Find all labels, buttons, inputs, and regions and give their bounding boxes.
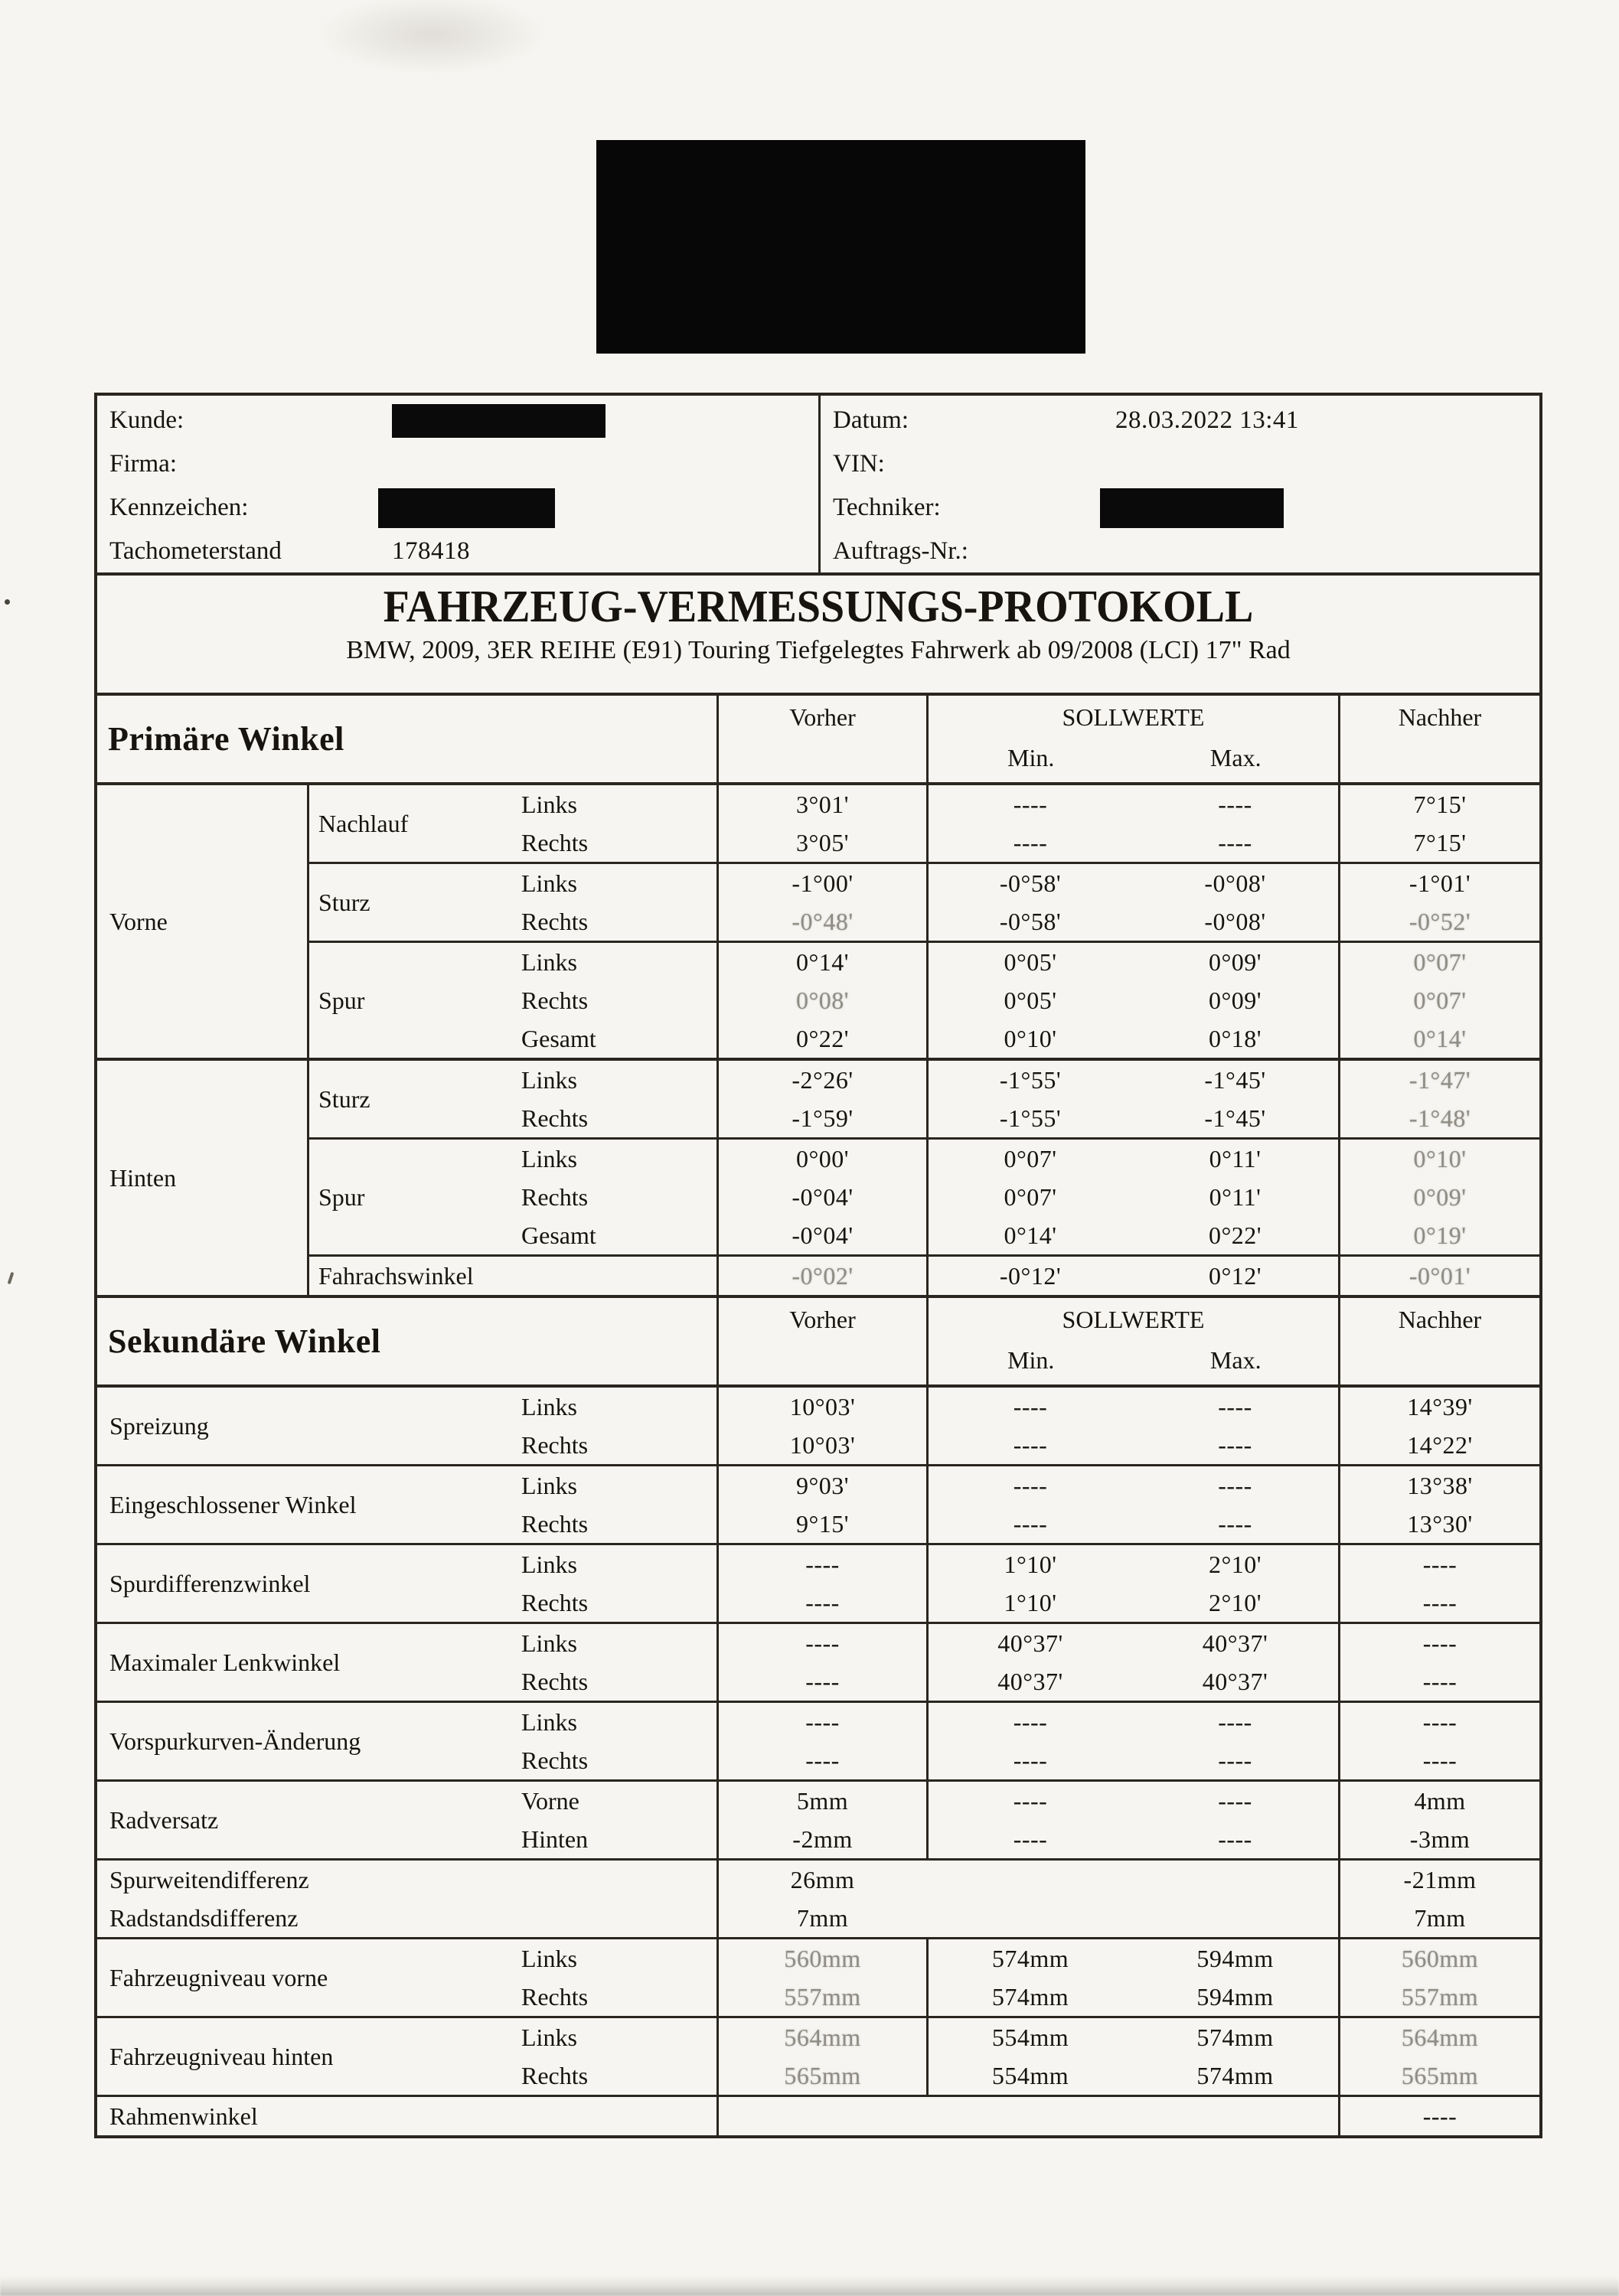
- cell-soll-max: 0°18': [1208, 1024, 1262, 1052]
- param-label: Radversatz: [109, 1805, 219, 1834]
- cell-soll-max: 574mm: [1196, 2023, 1274, 2051]
- row-side-label: Links: [521, 1629, 577, 1657]
- row-side-label: Links: [521, 1550, 577, 1578]
- cell-vorher: 9°15': [716, 1505, 926, 1543]
- title-band: [94, 576, 1542, 693]
- cell-soll-max: ----: [1218, 1825, 1252, 1853]
- cell-soll-max: -0°08': [1204, 869, 1266, 897]
- sollwerte-subheaders: [929, 744, 1338, 772]
- secondary-table-body: [97, 1388, 1539, 2135]
- cell-soll-min: 0°14': [926, 1216, 1132, 1254]
- cell-soll-min: ----: [926, 1703, 1132, 1741]
- table-row: [521, 1939, 1539, 1978]
- cell-soll-max: 0°11': [1209, 1144, 1262, 1172]
- column-header-max: Max.: [1209, 744, 1262, 771]
- cell-soll-max: 594mm: [1196, 1982, 1274, 2011]
- scan-smudge-artifact: [322, 0, 597, 115]
- cell-nachher: 0°07': [1338, 943, 1539, 981]
- row-side-label: Gesamt: [521, 1024, 596, 1052]
- cell-nachher: ----: [1338, 1703, 1539, 1741]
- primary-table-header: [97, 696, 1539, 785]
- table-row: [97, 1861, 926, 1899]
- table-row: [521, 1820, 1539, 1858]
- cell-nachher: -1°01': [1338, 864, 1539, 902]
- cell-nachher: -0°01': [1338, 1257, 1539, 1295]
- param-label: Vorspurkurven-Änderung: [109, 1727, 361, 1755]
- table-row: [521, 1216, 1539, 1254]
- param-label: Radstandsdifferenz: [109, 1903, 299, 1932]
- cell-soll-max: 0°12': [1208, 1261, 1262, 1290]
- cell-soll-min: -1°55': [926, 1061, 1132, 1099]
- param-label: Fahrachswinkel: [318, 1261, 474, 1290]
- table-row: [521, 1178, 1539, 1216]
- info-table: [94, 393, 1542, 576]
- table-row: [521, 1388, 1539, 1426]
- cell-vorher: ----: [716, 1624, 926, 1662]
- table-row: [521, 864, 1539, 902]
- cell-vorher: 0°22': [716, 1019, 926, 1058]
- cell-soll-max: ----: [1218, 828, 1252, 856]
- cell-soll-max: 0°09': [1208, 947, 1262, 976]
- cell-nachher: 14°22': [1338, 1426, 1539, 1464]
- page-title: FAHRZEUG-VERMESSUNGS-PROTOKOLL: [383, 582, 1254, 632]
- row-side-label: Rechts: [521, 1588, 589, 1616]
- info-row-auftrags-nr: [821, 530, 1539, 573]
- cell-nachher: -3mm: [1338, 1820, 1539, 1858]
- column-header-vorher: Vorher: [716, 1298, 926, 1384]
- param-label: Eingeschlossener Winkel: [109, 1490, 357, 1518]
- param-block-radversatz: [97, 1779, 1539, 1858]
- table-row: [521, 1140, 1539, 1178]
- cell-soll-max: 2°10': [1208, 1588, 1262, 1616]
- table-row: [521, 1545, 1539, 1583]
- cell-vorher: 3°05': [716, 823, 926, 862]
- cell-soll-max: -0°08': [1204, 907, 1266, 935]
- cell-vorher: [716, 2097, 926, 2135]
- scan-edge-noise: [0, 2276, 1619, 2296]
- cell-vorher: ----: [716, 1545, 926, 1583]
- cell-vorher: -0°04': [716, 1178, 926, 1216]
- cell-soll-min: 0°10': [926, 1019, 1132, 1058]
- cell-vorher: 0°08': [716, 981, 926, 1019]
- cell-soll-min: 1°10': [926, 1583, 1132, 1622]
- param-label: Rahmenwinkel: [109, 2102, 258, 2130]
- table-row: [521, 1662, 1539, 1701]
- table-row: [521, 823, 1539, 862]
- cell-vorher: 5mm: [716, 1782, 926, 1820]
- cell-soll-min: 40°37': [926, 1662, 1132, 1701]
- cell-soll-min: 574mm: [926, 1978, 1132, 2016]
- cell-soll-min: ----: [926, 1388, 1132, 1426]
- cell-soll-min: 40°37': [926, 1624, 1132, 1662]
- row-side-label: Links: [521, 1065, 577, 1094]
- param-block-vorspurkurven-aenderung: [97, 1701, 1539, 1779]
- table-group-hinten: [97, 1058, 1539, 1295]
- tachometerstand-label: Tachometerstand: [109, 537, 282, 565]
- group-label-vorne: Vorne: [97, 785, 309, 1058]
- cell-soll-min: 574mm: [926, 1939, 1132, 1978]
- cell-soll-min: 1°10': [926, 1545, 1132, 1583]
- cell-soll-max: 40°37': [1202, 1667, 1268, 1695]
- cell-soll-max: ----: [1218, 790, 1252, 818]
- cell-nachher: -21mm: [1338, 1861, 1539, 1899]
- firma-label: Firma:: [109, 450, 177, 478]
- info-row-kennzeichen: [97, 486, 818, 530]
- cell-soll-min: ----: [926, 1466, 1132, 1505]
- cell-vorher: 560mm: [716, 1939, 926, 1978]
- cell-vorher: ----: [716, 1662, 926, 1701]
- table-row: [521, 2018, 1539, 2056]
- row-side-label: Links: [521, 1944, 577, 1972]
- param-block-fahrzeugniveau-vorne: [97, 1937, 1539, 2016]
- table-row: [97, 1899, 926, 1937]
- row-side-label: Links: [521, 1471, 577, 1499]
- redacted-kunde-value: [392, 404, 605, 438]
- cell-soll-max: -1°45': [1204, 1104, 1266, 1132]
- param-label: Spur: [318, 1182, 365, 1211]
- row-side-label: Links: [521, 790, 577, 818]
- cell-vorher: 3°01': [716, 785, 926, 823]
- cell-soll-min: ----: [926, 823, 1132, 862]
- row-side-label: Links: [521, 869, 577, 897]
- cell-nachher: 565mm: [1338, 2056, 1539, 2095]
- cell-nachher: -1°47': [1338, 1061, 1539, 1099]
- table-row: [521, 981, 1539, 1019]
- secondary-table-header: [97, 1295, 1539, 1388]
- row-side-label: Rechts: [521, 1667, 589, 1695]
- info-row-techniker: [821, 486, 1539, 530]
- cell-soll-min: 0°07': [926, 1178, 1132, 1216]
- row-side-label: Hinten: [521, 1825, 589, 1853]
- cell-vorher: ----: [716, 1583, 926, 1622]
- redacted-techniker-value: [1100, 488, 1284, 528]
- info-column-left: [97, 396, 818, 572]
- kennzeichen-label: Kennzeichen:: [109, 494, 249, 521]
- table-row: [521, 1061, 1539, 1099]
- row-side-label: Vorne: [521, 1786, 579, 1815]
- column-header-max: Max.: [1209, 1346, 1262, 1374]
- table-row: [521, 2056, 1539, 2095]
- info-row-firma: [97, 442, 818, 486]
- cell-soll-min: -0°58': [926, 864, 1132, 902]
- param-block-spreizung: [97, 1388, 1539, 1464]
- param-block-rahmenwinkel: [97, 2095, 1539, 2135]
- cell-nachher: 560mm: [1338, 1939, 1539, 1978]
- cell-vorher: 564mm: [716, 2018, 926, 2056]
- cell-soll-min: ----: [926, 1741, 1132, 1779]
- cell-vorher: 565mm: [716, 2056, 926, 2095]
- row-side-label: Rechts: [521, 828, 589, 856]
- cell-soll-min: ----: [926, 1820, 1132, 1858]
- cell-nachher: 0°19': [1338, 1216, 1539, 1254]
- row-side-label: Gesamt: [521, 1221, 596, 1249]
- row-side-label: Rechts: [521, 1104, 589, 1132]
- cell-nachher: 7°15': [1338, 785, 1539, 823]
- cell-soll-min: 0°05': [926, 943, 1132, 981]
- row-side-label: Rechts: [521, 1182, 589, 1211]
- cell-soll-min: 0°05': [926, 981, 1132, 1019]
- cell-vorher: 26mm: [716, 1861, 926, 1899]
- param-block-nachlauf: [309, 785, 1539, 862]
- redacted-kennzeichen-value: [378, 488, 555, 528]
- cell-nachher: ----: [1338, 1624, 1539, 1662]
- section-title-secondary: Sekundäre Winkel: [108, 1322, 381, 1360]
- param-block-fahrzeugniveau-hinten: [97, 2016, 1539, 2095]
- param-block-maximaler-lenkwinkel: [97, 1622, 1539, 1701]
- cell-soll-max: ----: [1218, 1509, 1252, 1538]
- cell-soll-max: -1°45': [1204, 1065, 1266, 1094]
- table-row: [97, 2097, 926, 2135]
- table-row: [521, 1466, 1539, 1505]
- cell-soll-max: 2°10': [1208, 1550, 1262, 1578]
- column-header-nachher: Nachher: [1338, 696, 1539, 782]
- cell-soll-max: ----: [1218, 1707, 1252, 1736]
- table-row: [521, 943, 1539, 981]
- cell-vorher: 0°14': [716, 943, 926, 981]
- table-row: [521, 1782, 1539, 1820]
- row-side-label: Links: [521, 1144, 577, 1172]
- table-row: [521, 1624, 1539, 1662]
- row-side-label: Rechts: [521, 1982, 589, 2011]
- cell-vorher: 10°03': [716, 1426, 926, 1464]
- column-header-sollwerte: [926, 696, 1338, 782]
- cell-nachher: 14°39': [1338, 1388, 1539, 1426]
- cell-vorher: -2°26': [716, 1061, 926, 1099]
- cell-nachher: ----: [1338, 1583, 1539, 1622]
- sollwerte-label: SOLLWERTE: [1062, 703, 1205, 731]
- cell-nachher: -0°52': [1338, 902, 1539, 941]
- sollwerte-label: SOLLWERTE: [1062, 1306, 1205, 1333]
- cell-nachher: 13°38': [1338, 1466, 1539, 1505]
- param-block-spur-vorne: [309, 941, 1539, 1058]
- table-row: [521, 1426, 1539, 1464]
- cell-vorher: -0°04': [716, 1216, 926, 1254]
- param-label: Spurweitendifferenz: [109, 1865, 309, 1893]
- cell-nachher: ----: [1338, 2097, 1539, 2135]
- cell-vorher: 7mm: [716, 1899, 926, 1937]
- cell-vorher: -0°48': [716, 902, 926, 941]
- datum-value: 28.03.2022 13:41: [1115, 406, 1299, 434]
- column-header-sollwerte: [926, 1298, 1338, 1384]
- measurement-table: [94, 693, 1542, 2138]
- cell-nachher: -1°48': [1338, 1099, 1539, 1137]
- cell-soll-max: 594mm: [1196, 1944, 1274, 1972]
- cell-nachher: 4mm: [1338, 1782, 1539, 1820]
- cell-vorher: ----: [716, 1741, 926, 1779]
- cell-nachher: 13°30': [1338, 1505, 1539, 1543]
- cell-nachher: 7°15': [1338, 823, 1539, 862]
- cell-nachher: 7mm: [1338, 1899, 1539, 1937]
- document-body: [94, 393, 1542, 2138]
- cell-vorher: -1°00': [716, 864, 926, 902]
- cell-nachher: 0°07': [1338, 981, 1539, 1019]
- tachometerstand-value: 178418: [392, 537, 470, 565]
- row-side-label: Rechts: [521, 907, 589, 935]
- info-row-vin: [821, 442, 1539, 486]
- cell-soll-min: 554mm: [926, 2056, 1132, 2095]
- row-side-label: Links: [521, 2023, 577, 2051]
- param-block-eingeschlossener-winkel: [97, 1464, 1539, 1543]
- row-side-label: Rechts: [521, 1746, 589, 1774]
- cell-soll-min: 554mm: [926, 2018, 1132, 2056]
- cell-soll-max: ----: [1218, 1786, 1252, 1815]
- cell-soll-max: 574mm: [1196, 2061, 1274, 2089]
- info-row-kunde: [97, 399, 818, 442]
- cell-soll-min: ----: [926, 1782, 1132, 1820]
- cell-soll-min: -1°55': [926, 1099, 1132, 1137]
- vehicle-subtitle: BMW, 2009, 3ER REIHE (E91) Touring Tiefgelegtes Fahrwerk ab 09/2008 (LCI) 17" Rad: [346, 635, 1291, 664]
- param-block-spur-hinten: [309, 1137, 1539, 1254]
- cell-vorher: 9°03': [716, 1466, 926, 1505]
- table-row: [521, 902, 1539, 941]
- row-side-label: Links: [521, 1707, 577, 1736]
- param-label: Maximaler Lenkwinkel: [109, 1648, 341, 1676]
- cell-soll-max: 0°22': [1208, 1221, 1262, 1249]
- cell-vorher: -2mm: [716, 1820, 926, 1858]
- cell-soll-max: ----: [1218, 1392, 1252, 1420]
- param-label: Spur: [318, 986, 365, 1014]
- table-row: [521, 1505, 1539, 1543]
- cell-vorher: ----: [716, 1703, 926, 1741]
- column-header-min: Min.: [1007, 744, 1055, 771]
- table-row: [716, 1257, 1539, 1295]
- param-label: Spurdifferenzwinkel: [109, 1569, 311, 1597]
- group-label-hinten: Hinten: [97, 1061, 309, 1295]
- row-side-label: Rechts: [521, 2061, 589, 2089]
- cell-nachher: 0°09': [1338, 1178, 1539, 1216]
- param-block-sturz-vorne: [309, 862, 1539, 941]
- table-group-vorne: [97, 785, 1539, 1058]
- param-label: Fahrzeugniveau hinten: [109, 2042, 334, 2070]
- sollwerte-subheaders: [929, 1346, 1338, 1375]
- table-row: [521, 1978, 1539, 2016]
- cell-soll-max: ----: [1218, 1430, 1252, 1459]
- cell-nachher: 564mm: [1338, 2018, 1539, 2056]
- param-label: Sturz: [318, 1084, 370, 1113]
- techniker-label: Techniker:: [833, 494, 941, 521]
- cell-soll-min: -0°12': [926, 1257, 1132, 1295]
- cell-soll-min: ----: [926, 1426, 1132, 1464]
- cell-soll-min: 0°07': [926, 1140, 1132, 1178]
- scan-speck: [5, 599, 10, 605]
- cell-vorher: -0°02': [716, 1257, 926, 1295]
- vin-label: VIN:: [833, 450, 885, 478]
- datum-label: Datum:: [833, 406, 909, 434]
- row-side-label: Links: [521, 947, 577, 976]
- table-row: [521, 1703, 1539, 1741]
- column-header-nachher: Nachher: [1338, 1298, 1539, 1384]
- cell-nachher: 0°10': [1338, 1140, 1539, 1178]
- table-row: [521, 785, 1539, 823]
- param-block-fahrachswinkel: [309, 1254, 1539, 1295]
- cell-soll-min: ----: [926, 1505, 1132, 1543]
- column-header-vorher: Vorher: [716, 696, 926, 782]
- scan-speck: [8, 1272, 15, 1284]
- cell-vorher: 0°00': [716, 1140, 926, 1178]
- kunde-label: Kunde:: [109, 406, 184, 434]
- info-row-tachometerstand: [97, 530, 818, 573]
- cell-soll-max: 40°37': [1202, 1629, 1268, 1657]
- param-label: Fahrzeugniveau vorne: [109, 1963, 328, 1991]
- cell-nachher: ----: [1338, 1662, 1539, 1701]
- cell-vorher: 10°03': [716, 1388, 926, 1426]
- param-block-sturz-hinten: [309, 1061, 1539, 1137]
- cell-vorher: -1°59': [716, 1099, 926, 1137]
- cell-soll-max: ----: [1218, 1746, 1252, 1774]
- param-block-differenzen: [97, 1858, 1539, 1937]
- param-label: Spreizung: [109, 1411, 209, 1440]
- cell-soll-max: 0°11': [1209, 1182, 1262, 1211]
- section-title-primary: Primäre Winkel: [108, 720, 344, 758]
- cell-soll-max: 0°09': [1208, 986, 1262, 1014]
- cell-vorher: 557mm: [716, 1978, 926, 2016]
- table-row: [521, 1019, 1539, 1058]
- auftrags-nr-label: Auftrags-Nr.:: [833, 537, 968, 565]
- row-side-label: Rechts: [521, 986, 589, 1014]
- table-row: [521, 1741, 1539, 1779]
- param-block-spurdifferenzwinkel: [97, 1543, 1539, 1622]
- cell-nachher: ----: [1338, 1741, 1539, 1779]
- param-label: Nachlauf: [318, 809, 409, 837]
- column-header-min: Min.: [1007, 1346, 1055, 1374]
- table-row: [521, 1583, 1539, 1622]
- cell-nachher: 557mm: [1338, 1978, 1539, 2016]
- cell-soll-min: ----: [926, 785, 1132, 823]
- cell-nachher: ----: [1338, 1545, 1539, 1583]
- row-side-label: Links: [521, 1392, 577, 1420]
- row-side-label: Rechts: [521, 1430, 589, 1459]
- cell-soll-max: ----: [1218, 1471, 1252, 1499]
- param-label: Sturz: [318, 888, 370, 916]
- redacted-logo-block: [596, 140, 1085, 354]
- info-row-datum: [821, 399, 1539, 442]
- cell-nachher: 0°14': [1338, 1019, 1539, 1058]
- row-side-label: Rechts: [521, 1509, 589, 1538]
- cell-soll-min: -0°58': [926, 902, 1132, 941]
- info-column-right: [818, 396, 1539, 572]
- table-row: [521, 1099, 1539, 1137]
